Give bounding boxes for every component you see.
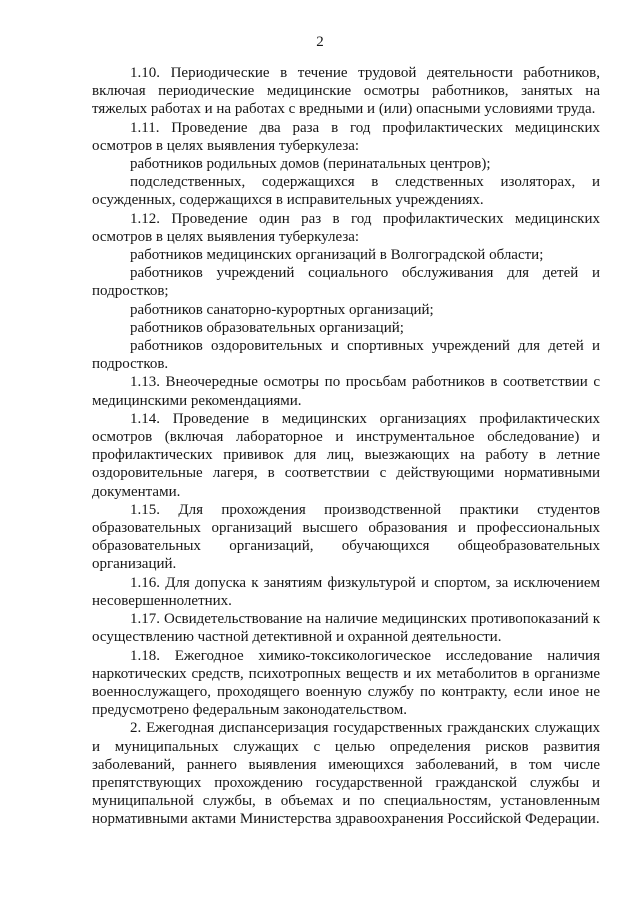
list-item: работников оздоровительных и спортивных учреждений для детей и подростков. bbox=[92, 338, 600, 373]
list-item: работников санаторно-курортных организаций; bbox=[130, 301, 434, 318]
list-item: работников родильных домов (перинатальных центров); bbox=[130, 156, 491, 173]
paragraph: 1.17. Освидетельствование на наличие медицинских противопоказаний к осуществлению частной детективной и охранной деятельности. bbox=[92, 611, 600, 646]
paragraph: 1.15. Для прохождения производственной практики студентов образовательных организаций высшего образования и профессиональных образовательных организаций, обучающихся общеобразовательных организаций. bbox=[92, 501, 600, 573]
paragraph: 1.18. Ежегодное химико-токсикологическое исследование наличия наркотических средств, психотропных веществ и их метаболитов в организме военнослужащего, проходящего военную службу по контракту, если иное не предусмотрено федеральным законодательством. bbox=[92, 647, 600, 719]
list-item: работников медицинских организаций в Волгоградской области; bbox=[130, 247, 544, 264]
paragraph: 1.11. Проведение два раза в год профилактических медицинских осмотров в целях выявления туберкулеза: bbox=[92, 119, 600, 154]
paragraph: 1.13. Внеочередные осмотры по просьбам работников в соответствии с медицинскими рекомендациями. bbox=[92, 374, 600, 409]
list-item: работников учреждений социального обслуживания для детей и подростков; bbox=[92, 265, 600, 300]
list-item: подследственных, содержащихся в следственных изоляторах, и осужденных, содержащихся в исправительных учреждениях. bbox=[92, 174, 600, 209]
paragraph: 1.10. Периодические в течение трудовой деятельности работников, включая периодические медицинские осмотры работников, занятых на тяжелых работах и на работах с вредными и (или) опасными условиями труда. bbox=[92, 65, 600, 118]
paragraph: 1.14. Проведение в медицинских организациях профилактических осмотров (включая лабораторное и инструментальное обследование) и профилактических прививок для лиц, выезжающих на работу в летние оздоровительные лагеря, в соответствии с действующими нормативными документами. bbox=[92, 410, 600, 500]
paragraph: 1.12. Проведение один раз в год профилактических медицинских осмотров в целях выявления туберкулеза: bbox=[92, 210, 600, 245]
paragraph: 2. Ежегодная диспансеризация государственных гражданских служащих и муниципальных служащих с целью определения рисков развития заболеваний, раннего выявления имеющихся заболеваний, в том числе препятствующих прохождению государственной гражданской службы и муниципальной службы, в объемах и по специальностям, установленным нормативными актами Министерства здравоохранения Российской Федерации. bbox=[92, 720, 600, 828]
document-body bbox=[92, 64, 600, 829]
paragraph: 1.16. Для допуска к занятиям физкультурой и спортом, за исключением несовершеннолетних. bbox=[92, 574, 600, 609]
page-number: 2 bbox=[316, 34, 324, 50]
list-item: работников образовательных организаций; bbox=[130, 319, 404, 336]
